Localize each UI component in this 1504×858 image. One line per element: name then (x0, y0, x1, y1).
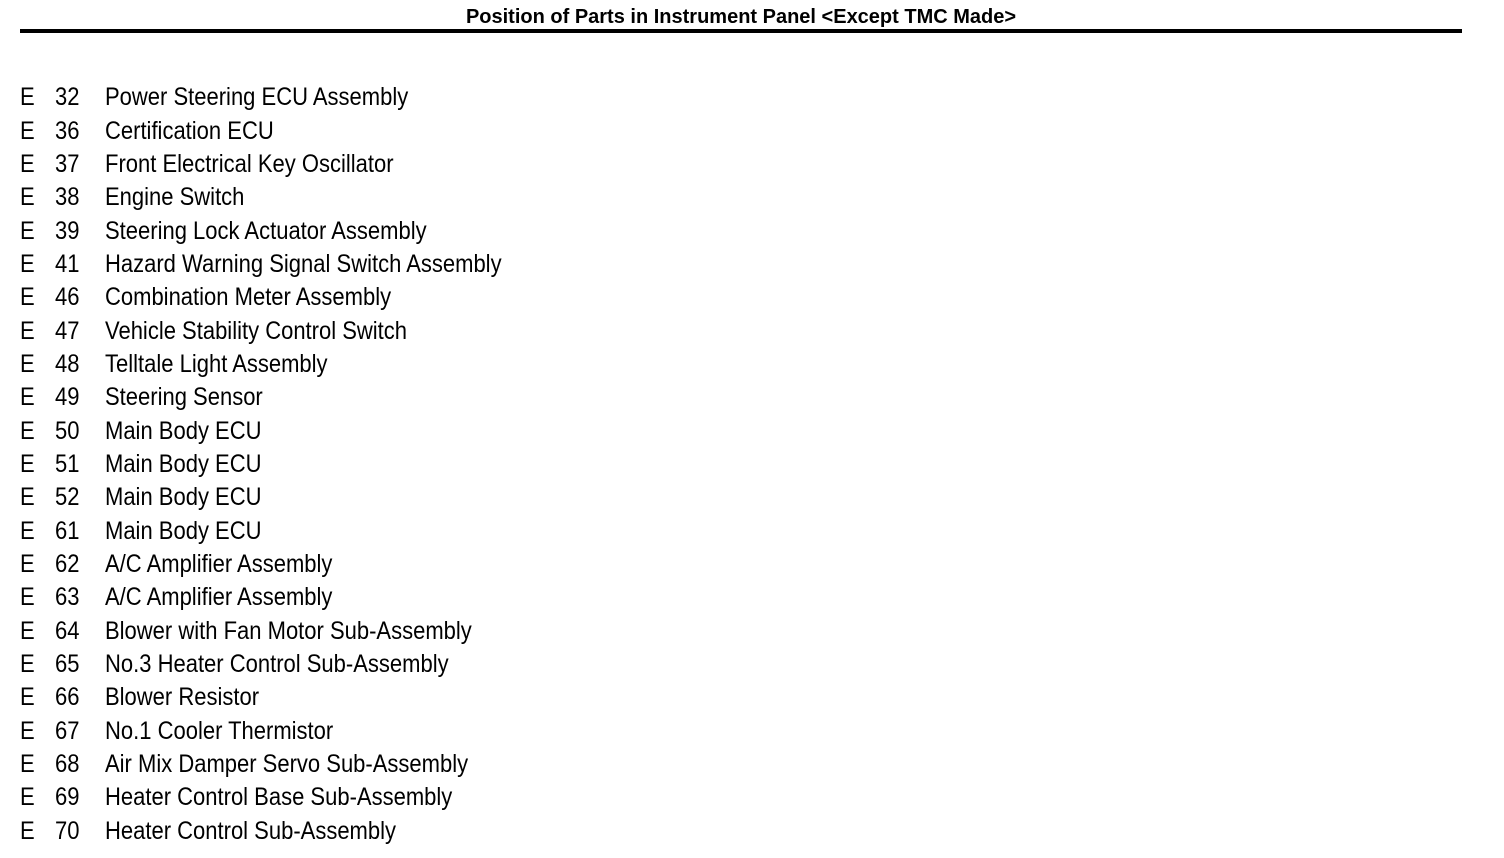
connector-code-number: 62 (55, 549, 80, 578)
part-row (20, 214, 556, 247)
part-row (20, 281, 556, 314)
connector-code-prefix: E (20, 216, 35, 245)
connector-code-number: 66 (55, 683, 80, 712)
part-name: Blower with Fan Motor Sub-Assembly (105, 616, 472, 645)
connector-code-prefix: E (20, 449, 35, 478)
connector-code-number: 61 (55, 516, 80, 545)
part-row (20, 181, 556, 214)
part-name: Hazard Warning Signal Switch Assembly (105, 249, 502, 278)
part-name: Front Electrical Key Oscillator (105, 149, 394, 178)
connector-code-prefix: E (20, 750, 35, 779)
connector-code-prefix: E (20, 83, 35, 112)
document-title: Position of Parts in Instrument Panel <Except TMC Made> (465, 6, 1017, 28)
connector-code-prefix: E (20, 483, 35, 512)
connector-code-number: 65 (55, 650, 80, 679)
connector-code-prefix: E (20, 716, 35, 745)
part-row (20, 514, 556, 547)
part-row (20, 414, 556, 447)
part-row (20, 648, 556, 681)
connector-code-number: 38 (55, 183, 80, 212)
connector-code-number: 70 (55, 816, 80, 845)
connector-code-number: 32 (55, 83, 80, 112)
part-name: A/C Amplifier Assembly (105, 549, 333, 578)
part-row (20, 348, 556, 381)
part-row (20, 114, 556, 147)
connector-code-prefix: E (20, 249, 35, 278)
part-name: Air Mix Damper Servo Sub-Assembly (105, 750, 469, 779)
connector-code-number: 47 (55, 316, 80, 345)
connector-code-prefix: E (20, 183, 35, 212)
part-name: Blower Resistor (105, 683, 260, 712)
part-row (20, 781, 556, 814)
connector-code-prefix: E (20, 816, 35, 845)
part-name: Certification ECU (105, 116, 274, 145)
part-name: No.3 Heater Control Sub-Assembly (105, 650, 449, 679)
part-name: Engine Switch (105, 183, 245, 212)
connector-code-number: 64 (55, 616, 80, 645)
connector-code-number: 48 (55, 349, 80, 378)
connector-code-prefix: E (20, 149, 35, 178)
connector-code-prefix: E (20, 549, 35, 578)
connector-code-number: 50 (55, 416, 80, 445)
connector-code-prefix: E (20, 316, 35, 345)
connector-code-number: 67 (55, 716, 80, 745)
part-name: Steering Sensor (105, 383, 263, 412)
connector-code-number: 46 (55, 283, 80, 312)
connector-code-number: 68 (55, 750, 80, 779)
connector-code-prefix: E (20, 783, 35, 812)
part-name: Heater Control Base Sub-Assembly (105, 783, 453, 812)
part-row (20, 481, 556, 514)
connector-code-number: 49 (55, 383, 80, 412)
part-name: Main Body ECU (105, 516, 262, 545)
connector-code-prefix: E (20, 116, 35, 145)
part-row (20, 248, 556, 281)
part-row (20, 81, 556, 114)
connector-code-number: 52 (55, 483, 80, 512)
part-row (20, 148, 556, 181)
title-underline (20, 29, 1462, 33)
part-name: Main Body ECU (105, 449, 262, 478)
part-row (20, 314, 556, 347)
part-name: Heater Control Sub-Assembly (105, 816, 397, 845)
connector-code-prefix: E (20, 583, 35, 612)
connector-code-prefix: E (20, 383, 35, 412)
part-name: A/C Amplifier Assembly (105, 583, 333, 612)
part-name: Telltale Light Assembly (105, 349, 328, 378)
part-name: Combination Meter Assembly (105, 283, 392, 312)
part-row (20, 615, 556, 648)
connector-code-number: 37 (55, 149, 80, 178)
part-name: No.1 Cooler Thermistor (105, 716, 334, 745)
connector-code-number: 36 (55, 116, 80, 145)
connector-code-prefix: E (20, 683, 35, 712)
part-row (20, 815, 556, 848)
connector-code-prefix: E (20, 616, 35, 645)
connector-code-prefix: E (20, 349, 35, 378)
part-row (20, 581, 556, 614)
parts-list (20, 81, 556, 848)
part-name: Power Steering ECU Assembly (105, 83, 409, 112)
part-name: Main Body ECU (105, 416, 262, 445)
part-name: Steering Lock Actuator Assembly (105, 216, 427, 245)
connector-code-number: 69 (55, 783, 80, 812)
part-name: Main Body ECU (105, 483, 262, 512)
connector-code-number: 39 (55, 216, 80, 245)
part-row (20, 548, 556, 581)
connector-code-number: 41 (55, 249, 80, 278)
part-row (20, 681, 556, 714)
part-row (20, 381, 556, 414)
connector-code-prefix: E (20, 283, 35, 312)
part-row (20, 448, 556, 481)
part-row (20, 748, 556, 781)
part-row (20, 715, 556, 748)
connector-code-prefix: E (20, 650, 35, 679)
part-name: Vehicle Stability Control Switch (105, 316, 408, 345)
connector-code-prefix: E (20, 416, 35, 445)
connector-code-number: 63 (55, 583, 80, 612)
connector-code-prefix: E (20, 516, 35, 545)
connector-code-number: 51 (55, 449, 80, 478)
